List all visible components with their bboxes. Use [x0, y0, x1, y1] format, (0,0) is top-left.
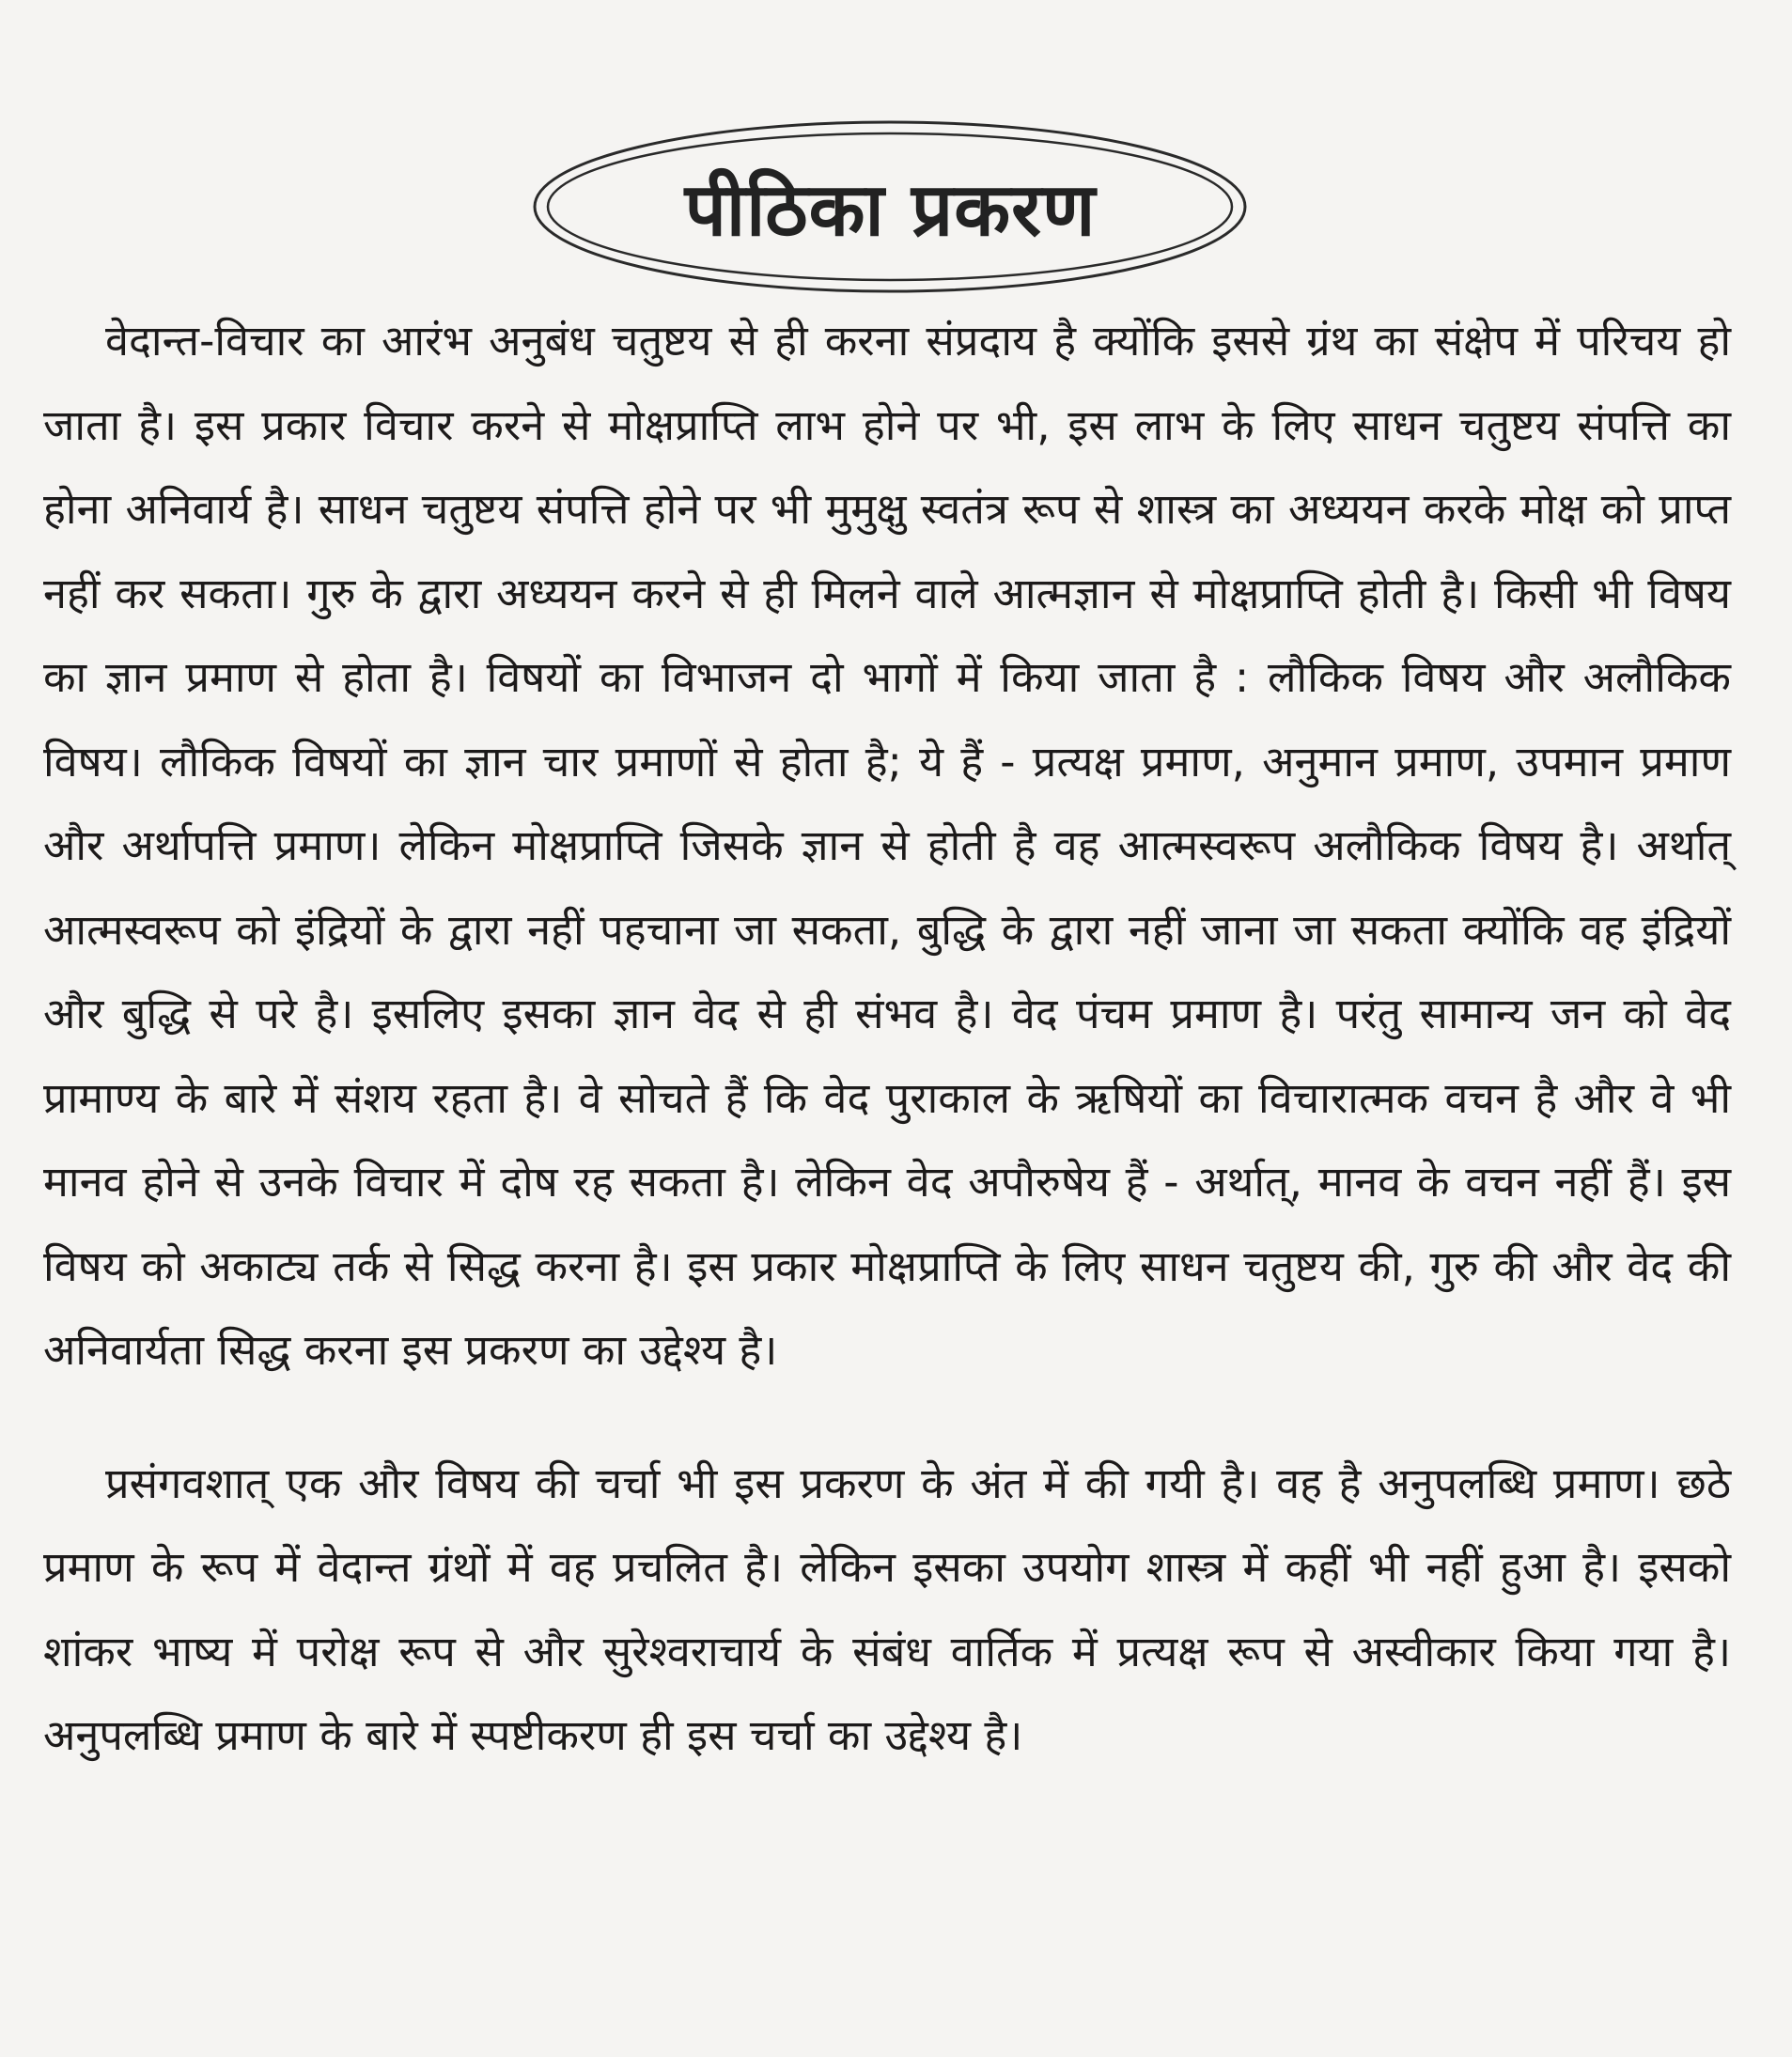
paragraph-1: वेदान्त-विचार का आरंभ अनुबंध चतुष्टय से ही करना संप्रदाय है क्योंकि इससे ग्रंथ का संक्षेप में परिचय हो जाता है। इस प्रकार विचार करने से मोक्षप्राप्ति लाभ होने पर भी, इस लाभ के लिए साधन चतुष्टय संपत्ति का होना अनिवार्य है। साधन चतुष्टय संपत्ति होने पर भी मुमुक्षु स्वतंत्र रूप से शास्त्र का अध्ययन करके मोक्ष को प्राप्त नहीं कर सकता। गुरु के द्वारा अध्ययन करने से ही मिलने वाले आत्मज्ञान से मोक्षप्राप्ति होती है। किसी भी विषय का ज्ञान प्रमाण से होता है। विषयों का विभाजन दो भागों में किया जाता है : लौकिक विषय और अलौकिक विषय। लौकिक विषयों का ज्ञान चार प्रमाणों से होता है; ये हैं - प्रत्यक्ष प्रमाण, अनुमान प्रमाण, उपमान प्रमाण और अर्थापत्ति प्रमाण। लेकिन मोक्षप्राप्ति जिसके ज्ञान से होती है वह आत्मस्वरूप अलौकिक विषय है। अर्थात् आत्मस्वरूप को इंद्रियों के द्वारा नहीं पहचाना जा सकता, बुद्धि के द्वारा नहीं जाना जा सकता क्योंकि वह इंद्रियों और बुद्धि से परे है। इसलिए इसका ज्ञान वेद से ही संभव है। वेद पंचम प्रमाण है। परंतु सामान्य जन को वेद प्रामाण्य के बारे में संशय रहता है। वे सोचते हैं कि वेद पुराकाल के ऋषियों का विचारात्मक वचन है और वे भी मानव होने से उनके विचार में दोष रह सकता है। लेकिन वेद अपौरुषेय हैं - अर्थात्, मानव के वचन नहीं हैं। इस विषय को अकाट्य तर्क से सिद्ध करना है। इस प्रकार मोक्षप्राप्ति के लिए साधन चतुष्टय की, गुरु की और वेद की अनिवार्यता सिद्ध करना इस प्रकरण का उद्देश्य है। — [43, 316, 1731, 1375]
title-frame — [531, 117, 1250, 296]
page-title: पीठिका प्रकरण — [684, 168, 1097, 253]
body-text — [43, 299, 1731, 1778]
paragraph-2: प्रसंगवशात् एक और विषय की चर्चा भी इस प्रकरण के अंत में की गयी है। वह है अनुपलब्धि प्रमाण। छठे प्रमाण के रूप में वेदान्त ग्रंथों में वह प्रचलित है। लेकिन इसका उपयोग शास्त्र में कहीं भी नहीं हुआ है। इसको शांकर भाष्य में परोक्ष रूप से और सुरेश्वराचार्य के संबंध वार्तिक में प्रत्यक्ष रूप से अस्वीकार किया गया है। अनुपलब्धि प्रमाण के बारे में स्पष्टीकरण ही इस चर्चा का उद्देश्य है। — [43, 1457, 1731, 1760]
